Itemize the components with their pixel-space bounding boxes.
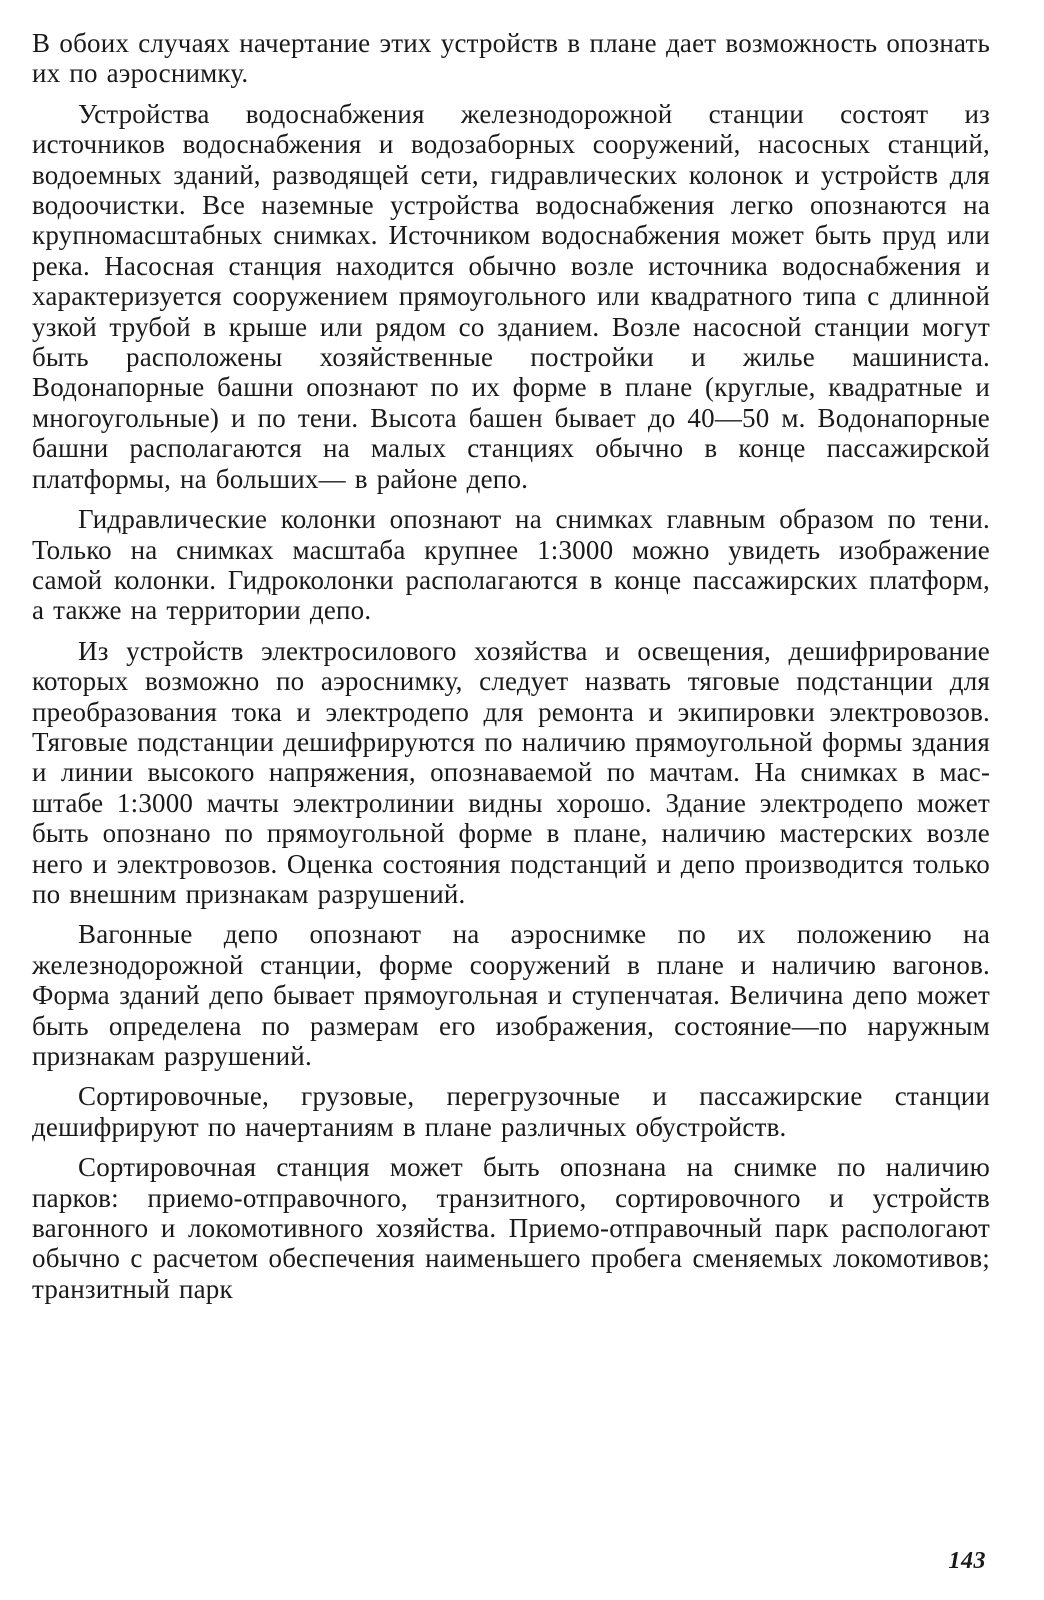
paragraph-station-types: Сортировочные, грузовые, перегрузочные и пассажирские станции дешифрируют по начертаниям в плане различных обустройств. <box>32 1081 990 1142</box>
paragraph-continuation: В обоих случаях начертание этих устройств в плане дает возможность опознать их по аэроснимку. <box>32 28 990 89</box>
page-number: 143 <box>948 1548 986 1574</box>
paragraph-sorting-station: Сортировочная станция может быть опознана на снимке по наличию парков: приемо-отправочного, транзитного, сортировочного и устройств вагонного и локомотивного хозяйства. Приемо-отправочный парк распологают обычно с расчетом обеспечения наименьшего пробега сменяемых локомотивов; транзитный парк <box>32 1152 990 1304</box>
paragraph-electric-facilities: Из устройств электросилового хозяйства и освещения, дешифрирование которых возможно по аэроснимку, следует назвать тяговые подстанции для преобразования тока и электродепо для ремонта и экипировки электровозов. Тяговые подстанции дешифрируются по наличию прямоугольной формы здания и линии высокого напряжения, опознаваемой по мачтам. На снимках в масштабе 1:3000 мачты электролинии видны хорошо. Здание электродепо может быть опознано по прямоугольной форме в плане, наличию мастерских возле него и электровозов. Оценка состояния подстанций и депо производится только по внешним признакам разрушений. <box>32 635 990 909</box>
paragraph-water-supply: Устройства водоснабжения железнодорожной станции состоят из источников водоснабжения и водозаборных сооружений, насосных станций, водоемных зданий, разводящей сети, гидравлических колонок и устройств для водоочистки. Все наземные устройства водоснабжения легко опознаются на крупномасштабных снимках. Источником водоснабжения может быть пруд или река. Насосная станция находится обычно возле источника водоснабжения и характеризуется сооружением прямоугольного или квадратного типа с длинной узкой трубой в крыше или рядом со зданием. Возле насосной станции могут быть расположены хозяйственные постройки и жилье машиниста. Водонапорные башни опознают по их форме в плане (круглые, квадратные и многоугольные) и по тени. Высота башен бывает до 40—50 м. Водонапорные башни располагаются на малых станциях обычно в конце пассажирской платформы, на больших— в районе депо. <box>32 98 990 494</box>
paragraph-hydraulic-columns: Гидравлические колонки опознают на снимках главным образом по тени. Только на снимках масштаба крупнее 1:3000 можно увидеть изображение самой колонки. Гидроколонки располагаются в конце пассажирских платформ, а также на территории депо. <box>32 504 990 626</box>
paragraph-wagon-depots: Вагонные депо опознают на аэроснимке по их положению на железнодорожной станции, форме сооружений в плане и наличию вагонов. Форма зданий депо бывает прямоугольная и ступенчатая. Величина депо может быть определена по размерам его изображения, состояние—по наружным признакам разрушений. <box>32 919 990 1071</box>
book-page <box>32 28 990 1568</box>
